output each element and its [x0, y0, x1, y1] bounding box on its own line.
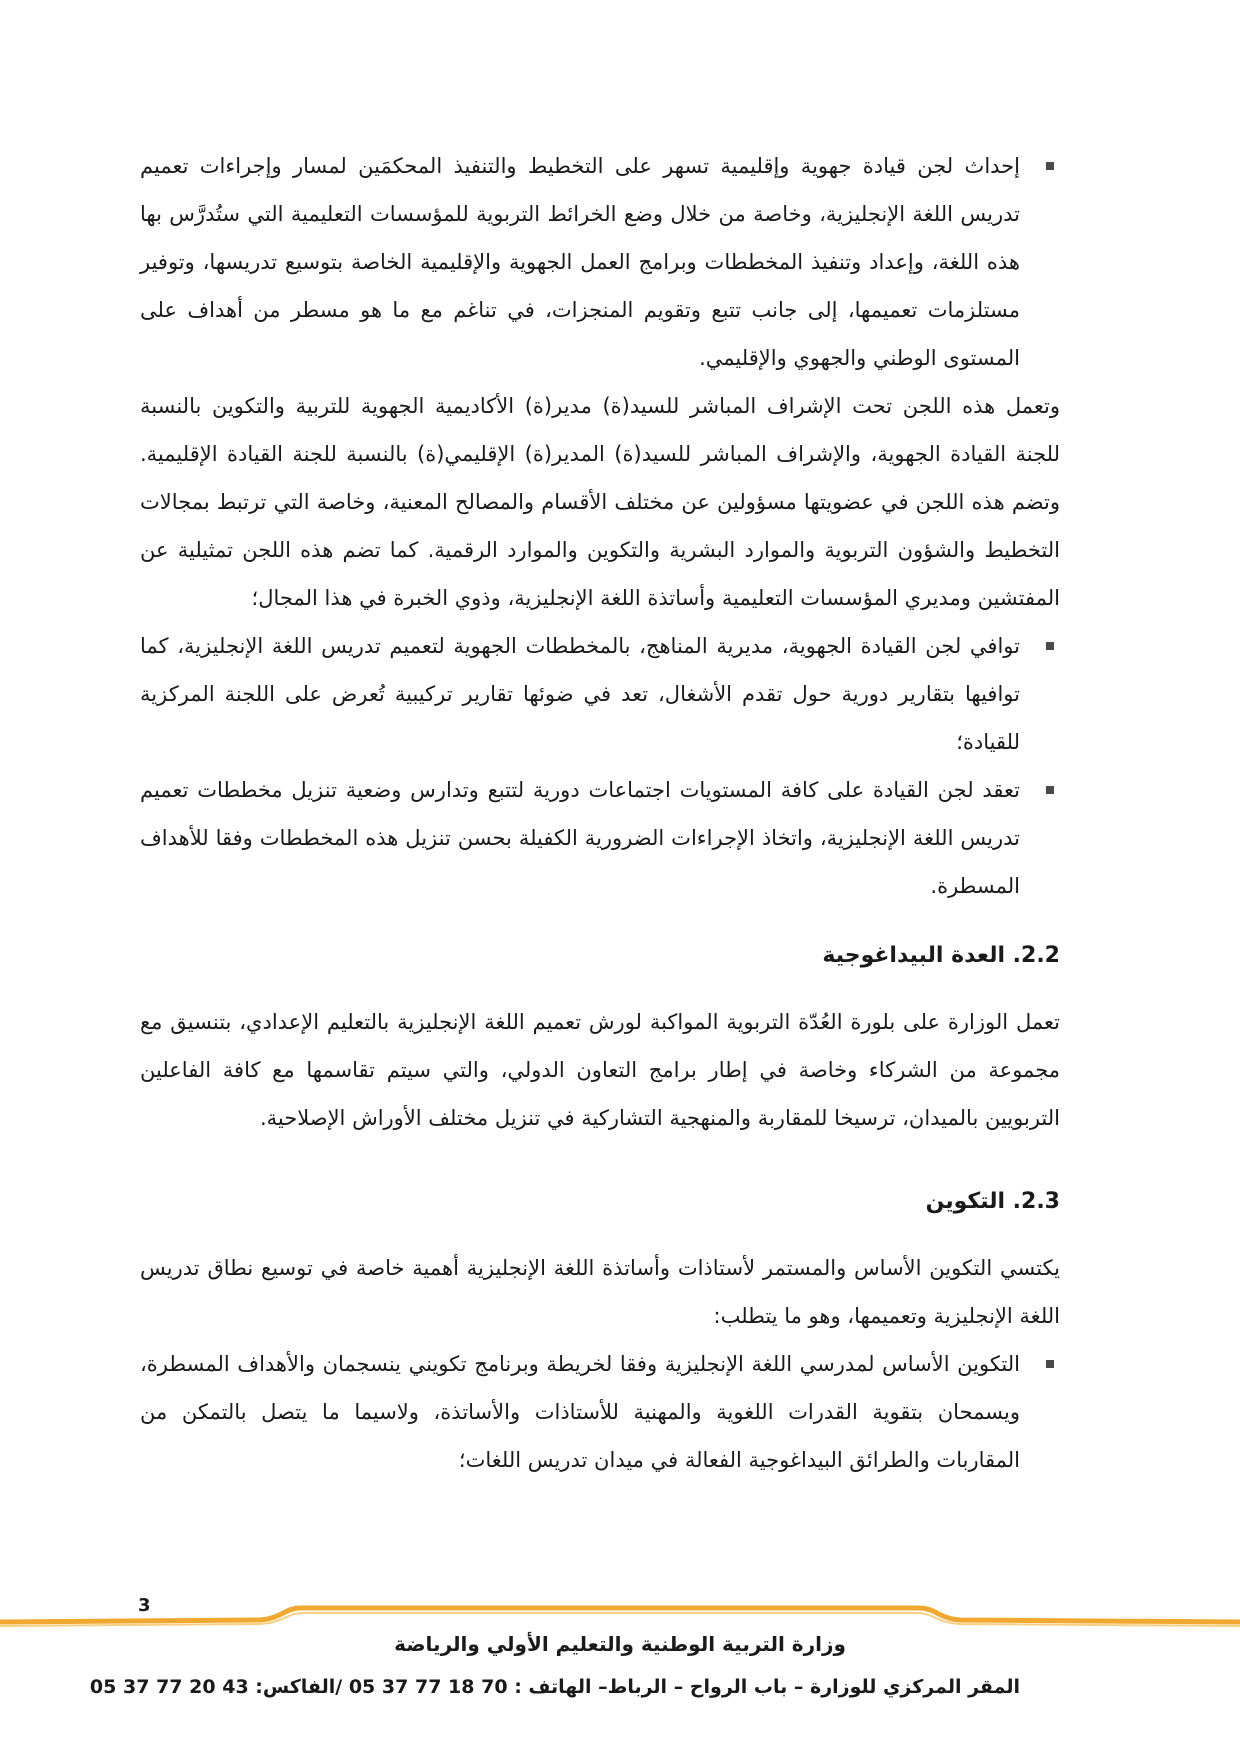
bullet-item — [140, 622, 1060, 766]
section-heading-2-2: 2.2. العدة البيداغوجية — [822, 943, 1060, 968]
bullet-square-icon — [1046, 162, 1054, 170]
section-heading-2-3: 2.3. التكوين — [925, 1189, 1060, 1214]
bullet-text: التكوين الأساس لمدرسي اللغة الإنجليزية وفقا لخريطة وبرنامج تكويني ينسجمان والأهداف المسطرة، ويسمحان بتقوية القدرات اللغوية والمهنية للأستاذات والأساتذة، ولاسيما ما يتصل بالتمكن من المقاربات والطرائق البيداغوجية الفعالة في ميدان تدريس اللغات؛ — [140, 1352, 1020, 1472]
bullet-text: إحداث لجن قيادة جهوية وإقليمية تسهر على التخطيط والتنفيذ المحكمَين لمسار وإجراءات تعميم تدريس اللغة الإنجليزية، وخاصة من خلال وضع الخرائط التربوية للمؤسسات التعليمية التي ستُدرَّس بها هذه اللغة، وإعداد وتنفيذ المخططات وبرامج العمل الجهوية والإقليمية الخاصة بتوسيع تدريسها، وتوفير مستلزمات تعميمها، إلى جانب تتبع وتقويم المنجزات، في تناغم مع ما هو مسطر من أهداف على المستوى الوطني والجهوي والإقليمي. — [140, 154, 1020, 370]
bullet-text: تعقد لجن القيادة على كافة المستويات اجتماعات دورية لتتبع وتدارس وضعية تنزيل مخططات تعميم تدريس اللغة الإنجليزية، واتخاذ الإجراءات الضرورية الكفيلة بحسن تنزيل هذه المخططات وفقا للأهداف المسطرة. — [140, 778, 1020, 898]
bullet-item — [140, 142, 1060, 382]
bullet-text: توافي لجن القيادة الجهوية، مديرية المناهج، بالمخططات الجهوية لتعميم تدريس اللغة الإنجليزية، كما توافيها بتقارير دورية حول تقدم الأشغال، تعد في ضوئها تقارير تركيبية تُعرض على اللجنة المركزية للقيادة؛ — [140, 634, 1020, 754]
bullet-item — [140, 1340, 1060, 1484]
footer-address: المقر المركزي للوزارة – باب الرواح – الرباط– الهاتف : 70 18 77 37 05 /الفاكس: 43 20 77 37 05 — [89, 1676, 1020, 1698]
bullet-square-icon — [1046, 642, 1054, 650]
paragraph: وتعمل هذه اللجن تحت الإشراف المباشر للسيد(ة) مدير(ة) الأكاديمية الجهوية للتربية والتكوين بالنسبة للجنة القيادة الجهوية، والإشراف المباشر للسيد(ة) المدير(ة) الإقليمي(ة) بالنسبة للجنة القيادة الإقليمية. وتضم هذه اللجن في عضويتها مسؤولين عن مختلف الأقسام والمصالح المعنية، وخاصة التي ترتبط بمجالات التخطيط والشؤون التربوية والموارد البشرية والتكوين والموارد الرقمية. كما تضم هذه اللجن تمثيلية عن المفتشين ومديري المؤسسات التعليمية وأساتذة اللغة الإنجليزية، وذوي الخبرة في هذا المجال؛ — [140, 394, 1060, 610]
bullet-square-icon — [1046, 786, 1054, 794]
page-number: 3 — [138, 1595, 151, 1616]
footer-ministry-name: وزارة التربية الوطنية والتعليم الأولي والرياضة — [394, 1632, 846, 1656]
bullet-square-icon — [1046, 1360, 1054, 1368]
page-content — [140, 142, 1060, 1484]
paragraph-2-2: تعمل الوزارة على بلورة العُدّة التربوية المواكبة لورش تعميم اللغة الإنجليزية بالتعليم الإعدادي، بتنسيق مع مجموعة من الشركاء وخاصة في إطار برامج التعاون الدولي، والتي سيتم تقاسمها مع كافة الفاعلين التربويين بالميدان، ترسيخا للمقاربة والمنهجية التشاركية في تنزيل مختلف الأوراش الإصلاحية. — [140, 1010, 1060, 1130]
paragraph-2-3: يكتسي التكوين الأساس والمستمر لأستاذات وأساتذة اللغة الإنجليزية أهمية خاصة في توسيع نطاق تدريس اللغة الإنجليزية وتعميمها، وهو ما يتطلب: — [140, 1256, 1060, 1328]
bullet-item — [140, 766, 1060, 910]
